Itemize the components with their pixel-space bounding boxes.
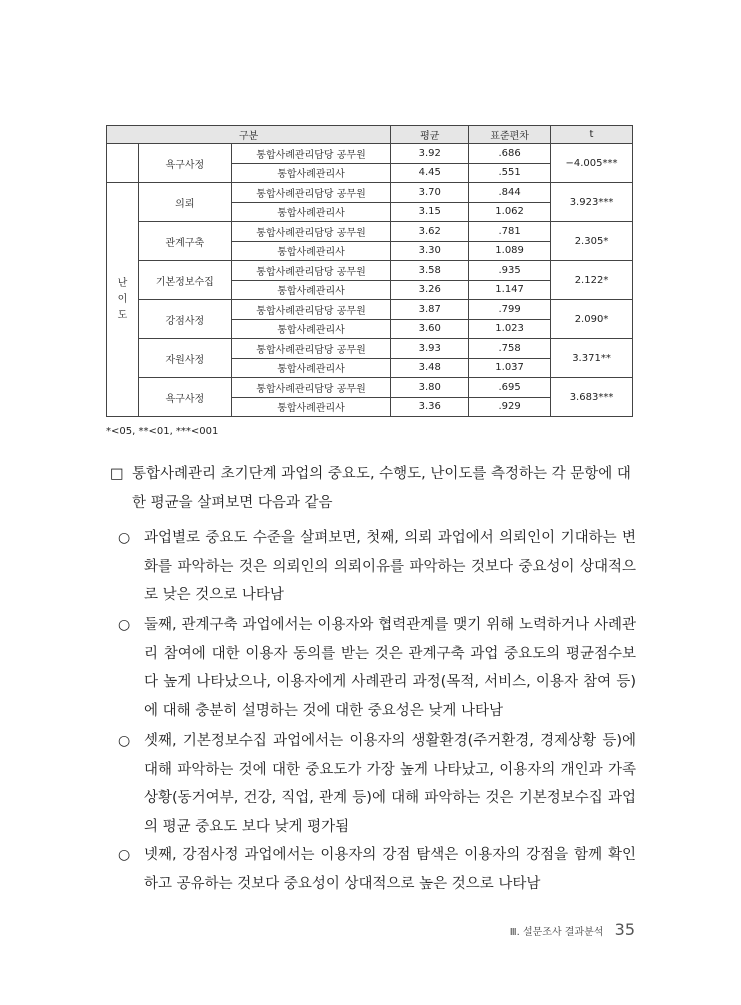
sd-cell: 1.023 bbox=[469, 319, 551, 339]
sub-bullet bbox=[118, 611, 636, 725]
t-cell: 2.122* bbox=[551, 261, 633, 300]
circle-bullet-icon: ○ bbox=[118, 733, 131, 749]
mean-cell: 3.62 bbox=[391, 222, 469, 242]
item-cell: 의뢰 bbox=[138, 183, 231, 222]
role-cell: 통합사례관리사 bbox=[231, 241, 391, 261]
table-row bbox=[107, 261, 633, 281]
role-cell: 통합사례관리사 bbox=[231, 397, 391, 417]
item-cell: 자원사정 bbox=[138, 339, 231, 378]
t-cell: 2.090* bbox=[551, 300, 633, 339]
item-cell: 욕구사정 bbox=[138, 378, 231, 417]
mean-cell: 4.45 bbox=[391, 163, 469, 183]
mean-cell: 3.60 bbox=[391, 319, 469, 339]
role-cell: 통합사례관리담당 공무원 bbox=[231, 222, 391, 242]
sd-cell: .781 bbox=[469, 222, 551, 242]
role-cell: 통합사례관리담당 공무원 bbox=[231, 378, 391, 398]
sd-cell: 1.089 bbox=[469, 241, 551, 261]
sub-bullet-text: 과업별로 중요도 수준을 살펴보면, 첫째, 의뢰 과업에서 의뢰인이 기대하는 변화를 파악하는 것은 의뢰인의 의뢰이유를 파악하는 것보다 중요성이 상대적으로 낮은 것으로 나타남 bbox=[144, 530, 636, 603]
role-cell: 통합사례관리담당 공무원 bbox=[231, 261, 391, 281]
role-cell: 통합사례관리사 bbox=[231, 202, 391, 222]
sd-cell: 1.062 bbox=[469, 202, 551, 222]
role-cell: 통합사례관리담당 공무원 bbox=[231, 300, 391, 320]
sub-bullet-text: 둘째, 관계구축 과업에서는 이용자와 협력관계를 맺기 위해 노력하거나 사례관리 참여에 대한 이용자 동의를 받는 것은 관계구축 과업 중요도의 평균점수보다 높게 나타났으나, 이용자에게 사례관리 과정(목적, 서비스, 이용자 참여 등)에 대해 충분히 설명하는 것에 대한 중요성은 낮게 나타남 bbox=[144, 617, 636, 719]
sd-cell: .844 bbox=[469, 183, 551, 203]
header-t: t bbox=[551, 126, 633, 144]
sd-cell: .695 bbox=[469, 378, 551, 398]
item-cell: 기본정보수집 bbox=[138, 261, 231, 300]
statistics-table bbox=[106, 125, 633, 417]
mean-cell: 3.93 bbox=[391, 339, 469, 359]
header-category: 구분 bbox=[107, 126, 391, 144]
t-cell: 3.371** bbox=[551, 339, 633, 378]
t-cell: −4.005*** bbox=[551, 144, 633, 183]
mean-cell: 3.70 bbox=[391, 183, 469, 203]
table-header-row bbox=[107, 126, 633, 144]
sd-cell: .551 bbox=[469, 163, 551, 183]
t-cell: 2.305* bbox=[551, 222, 633, 261]
role-cell: 통합사례관리담당 공무원 bbox=[231, 144, 391, 164]
item-cell: 강점사정 bbox=[138, 300, 231, 339]
mean-cell: 3.80 bbox=[391, 378, 469, 398]
sub-bullet bbox=[118, 524, 636, 610]
empty-category-cell bbox=[107, 144, 139, 183]
table-row bbox=[107, 144, 633, 164]
main-bullet-text: 통합사례관리 초기단계 과업의 중요도, 수행도, 난이도를 측정하는 각 문항에 대한 평균을 살펴보면 다음과 같음 bbox=[132, 466, 631, 511]
sd-cell: .799 bbox=[469, 300, 551, 320]
mean-cell: 3.26 bbox=[391, 280, 469, 300]
mean-cell: 3.30 bbox=[391, 241, 469, 261]
role-cell: 통합사례관리사 bbox=[231, 319, 391, 339]
table-row bbox=[107, 222, 633, 242]
difficulty-label: 난 이 도 bbox=[107, 183, 139, 417]
mean-cell: 3.87 bbox=[391, 300, 469, 320]
mean-cell: 3.58 bbox=[391, 261, 469, 281]
sd-cell: 1.037 bbox=[469, 358, 551, 378]
table-row bbox=[107, 183, 633, 203]
mean-cell: 3.92 bbox=[391, 144, 469, 164]
role-cell: 통합사례관리담당 공무원 bbox=[231, 339, 391, 359]
main-bullet bbox=[110, 460, 635, 517]
circle-bullet-icon: ○ bbox=[118, 617, 131, 633]
footer-section: Ⅲ. 설문조사 결과분석 bbox=[509, 927, 604, 938]
square-bullet-icon: □ bbox=[110, 466, 124, 482]
circle-bullet-icon: ○ bbox=[118, 530, 131, 546]
mean-cell: 3.36 bbox=[391, 397, 469, 417]
table-row bbox=[107, 300, 633, 320]
significance-note: *<05, **<01, ***<001 bbox=[106, 426, 219, 437]
mean-cell: 3.15 bbox=[391, 202, 469, 222]
table-row bbox=[107, 378, 633, 398]
page-footer bbox=[510, 920, 635, 939]
sub-bullet-text: 셋째, 기본정보수집 과업에서는 이용자의 생활환경(주거환경, 경제상황 등)에 대해 파악하는 것에 대한 중요도가 가장 높게 나타났고, 이용자의 개인과 가족상황(동거여부, 건강, 직업, 관계 등)에 대해 파악하는 것은 기본정보수집 과업의 평균 중요도 보다 낮게 평가됨 bbox=[144, 733, 636, 835]
item-cell: 관계구축 bbox=[138, 222, 231, 261]
role-cell: 통합사례관리사 bbox=[231, 163, 391, 183]
circle-bullet-icon: ○ bbox=[118, 847, 131, 863]
page-number: 35 bbox=[614, 920, 635, 939]
t-cell: 3.683*** bbox=[551, 378, 633, 417]
sub-bullet bbox=[118, 727, 636, 841]
table-row bbox=[107, 339, 633, 359]
mean-cell: 3.48 bbox=[391, 358, 469, 378]
header-sd: 표준편차 bbox=[469, 126, 551, 144]
role-cell: 통합사례관리사 bbox=[231, 358, 391, 378]
role-cell: 통합사례관리담당 공무원 bbox=[231, 183, 391, 203]
sd-cell: .686 bbox=[469, 144, 551, 164]
sd-cell: .929 bbox=[469, 397, 551, 417]
role-cell: 통합사례관리사 bbox=[231, 280, 391, 300]
sd-cell: 1.147 bbox=[469, 280, 551, 300]
sub-bullet bbox=[118, 841, 636, 898]
sd-cell: .758 bbox=[469, 339, 551, 359]
sd-cell: .935 bbox=[469, 261, 551, 281]
header-mean: 평균 bbox=[391, 126, 469, 144]
t-cell: 3.923*** bbox=[551, 183, 633, 222]
item-cell: 욕구사정 bbox=[138, 144, 231, 183]
sub-bullet-text: 넷째, 강점사정 과업에서는 이용자의 강점 탐색은 이용자의 강점을 함께 확인하고 공유하는 것보다 중요성이 상대적으로 높은 것으로 나타남 bbox=[144, 847, 636, 892]
